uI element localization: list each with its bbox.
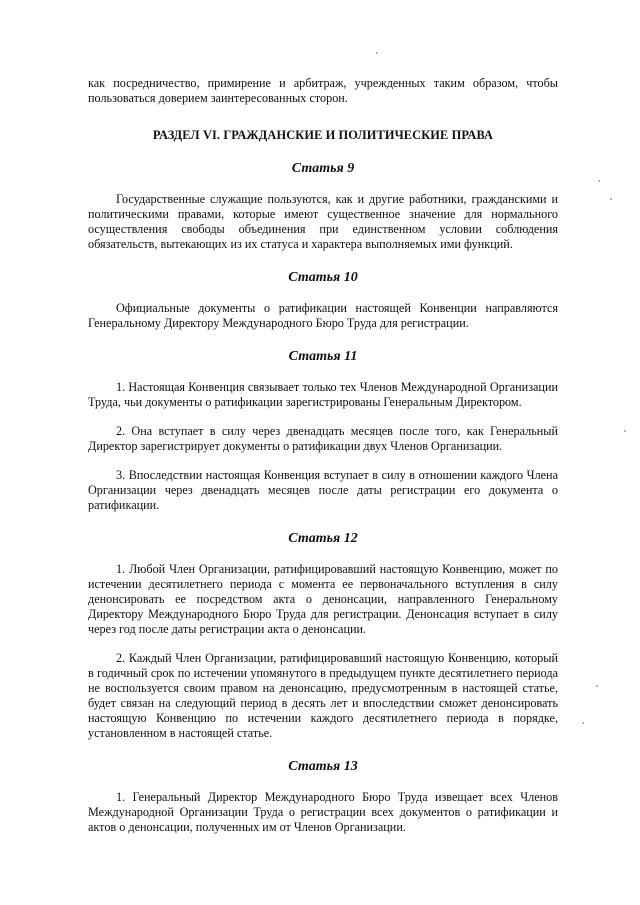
paragraph-gap xyxy=(88,410,558,424)
paragraph-gap xyxy=(88,637,558,651)
article-9-title: Статья 9 xyxy=(291,161,355,176)
intro-paragraph: как посредничество, примирение и арбитраж, учрежденных таким образом, чтобы пользоваться доверием заинтересованных сторон. xyxy=(88,76,558,105)
article-10-title: Статья 10 xyxy=(288,270,358,285)
article-11-paragraph-2: 2. Она вступает в силу через двенадцать месяцев после того, как Генеральный Директор зарегистрирует документы о ратификации двух Членов Организации. xyxy=(88,424,558,453)
article-10-paragraph: Официальные документы о ратификации настоящей Конвенции направляются Генеральному Директору Международного Бюро Труда для регистрации. xyxy=(88,301,558,330)
article-12-paragraph-2: 2. Каждый Член Организации, ратифицировавший настоящую Конвенцию, который в годичный срок по истечении упомянутого в предыдущем пункте десятилетнего периода не воспользуется своим правом на денонсацию, предусмотренным в настоящей статье, будет связан на следующий период в десять лет и впоследствии сможет денонсировать настоящую Конвенцию по истечении каждого десятилетнего периода в порядке, установленном в настоящей статье. xyxy=(88,651,558,740)
paragraph-gap xyxy=(88,454,558,468)
document-page xyxy=(88,76,558,835)
scan-speck xyxy=(376,52,378,54)
scan-speck xyxy=(624,430,626,432)
article-12-title: Статья 12 xyxy=(288,531,358,546)
article-11-title: Статья 11 xyxy=(288,349,358,364)
article-11-paragraph-1: 1. Настоящая Конвенция связывает только тех Членов Международной Организации Труда, чьи документы о ратификации зарегистрированы Генеральным Директором. xyxy=(88,380,558,409)
article-11-paragraph-3: 3. Впоследствии настоящая Конвенция вступает в силу в отношении каждого Члена Организации через двенадцать месяцев после даты регистрации его документа о ратификации. xyxy=(88,468,558,512)
article-13-title: Статья 13 xyxy=(288,759,358,774)
article-13-paragraph-1: 1. Генеральный Директор Международного Бюро Труда извещает всех Членов Международной Организации Труда о регистрации всех документов о ратификации и актов о денонсации, полученных им от Членов Организации. xyxy=(88,790,558,834)
scan-speck xyxy=(582,722,584,724)
section-title: РАЗДЕЛ VI. ГРАЖДАНСКИЕ И ПОЛИТИЧЕСКИЕ ПРАВА xyxy=(152,128,494,142)
article-9-paragraph: Государственные служащие пользуются, как и другие работники, гражданскими и политическими правами, которые имеют существенное значение для нормального осуществления свободы объединения при единственном условии соблюдения обязательств, вытекающих из их статуса и характера выполняемых ими функций. xyxy=(88,192,558,251)
scan-speck xyxy=(596,685,598,687)
scan-speck xyxy=(598,180,600,182)
article-12-paragraph-1: 1. Любой Член Организации, ратифицировавший настоящую Конвенцию, может по истечении десятилетнего периода с момента ее первоначального вступления в силу денонсировать ее посредством акта о денонсации, направленного Генеральному Директору Международного Бюро Труда для регистрации. Денонсация вступает в силу через год после даты регистрации акта о денонсации. xyxy=(88,562,558,636)
scan-speck xyxy=(610,198,612,200)
